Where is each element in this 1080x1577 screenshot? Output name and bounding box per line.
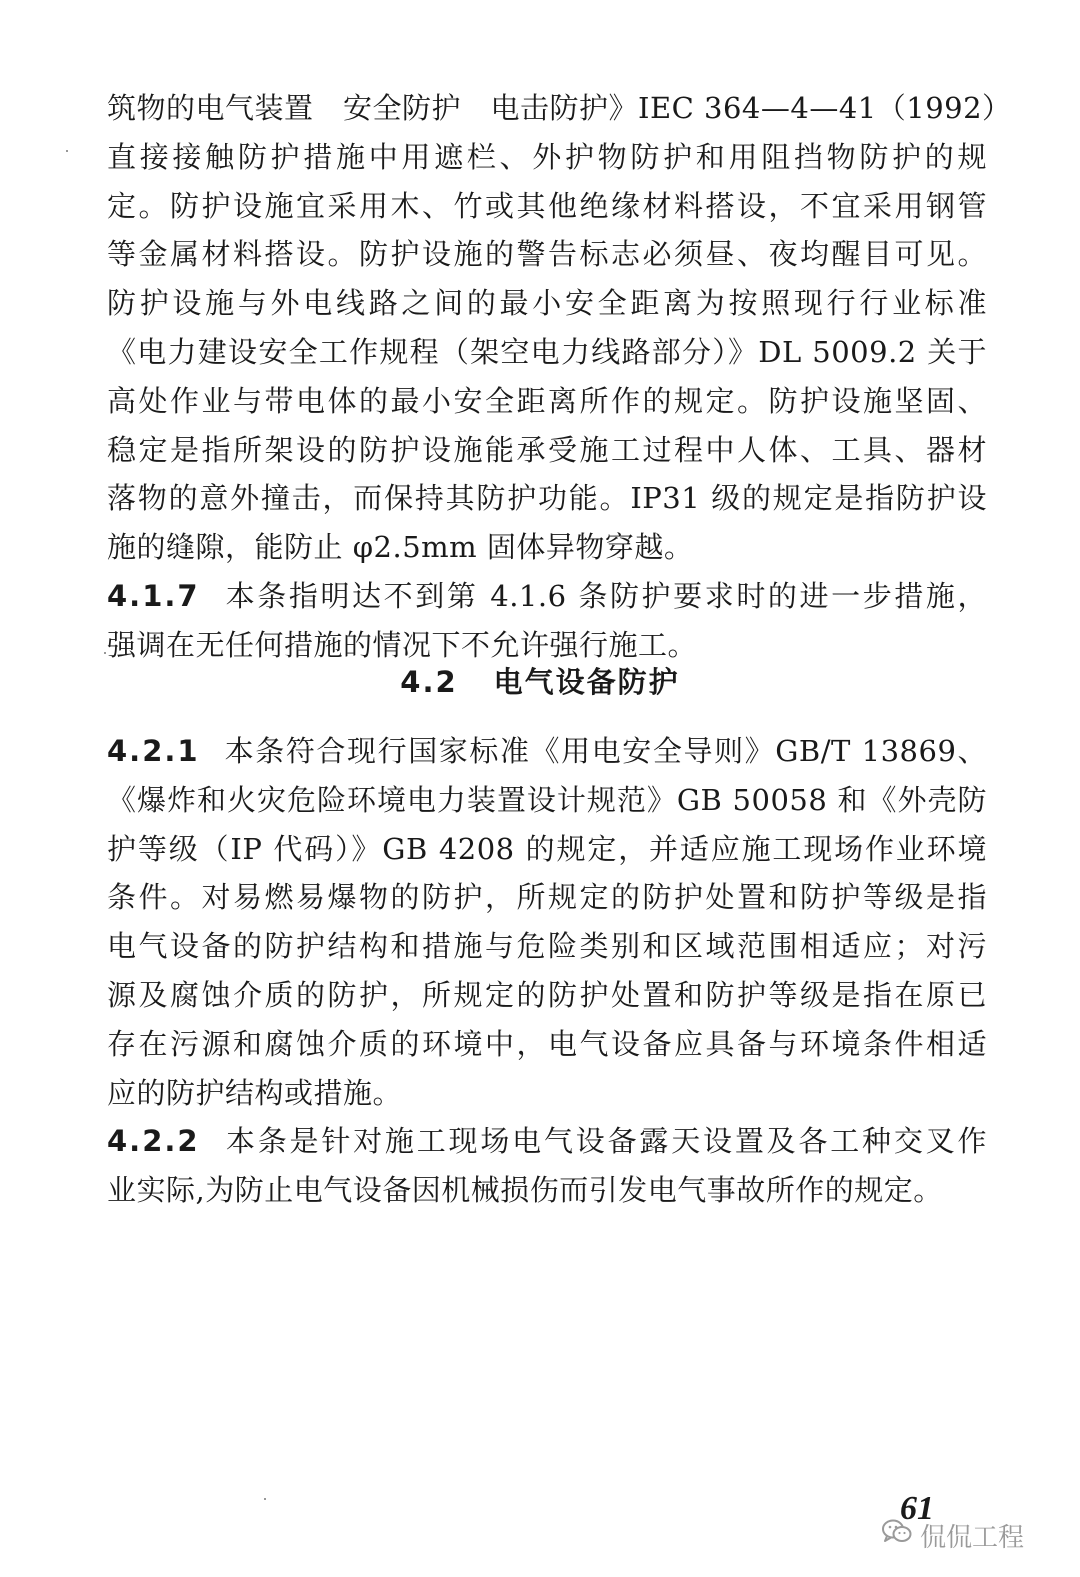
text-line: 施的缝隙，能防止 φ2.5mm 固体异物穿越。 (107, 530, 694, 565)
clause-4-2-block (107, 727, 987, 1215)
text-line: 《电力建设安全工作规程（架空电力线路部分）》DL 5009.2 关于 (107, 334, 987, 369)
section-heading (0, 660, 1080, 701)
clause-4-2-1-line (107, 727, 987, 776)
text-line: 电气设备的防护结构和措施与危险类别和区域范围相适应；对污 (107, 929, 987, 964)
text-line: 稳定是指所架设的防护设施能承受施工过程中人体、工具、器材 (107, 432, 987, 467)
text-line: 防护设施与外电线路之间的最小安全距离为按照现行行业标准 (107, 286, 987, 321)
text-line: 筑物的电气装置 安全防护 电击防护》IEC 364—4—41（1992） (107, 91, 1012, 125)
clause-4-1-7-line (107, 572, 987, 621)
watermark-text: 侃侃工程 (920, 1523, 1025, 1553)
text-line: 强调在无任何措施的情况下不允许强行施工。 (107, 627, 698, 662)
watermark (882, 1517, 1024, 1554)
text-line: 高处作业与带电体的最小安全距离所作的规定。防护设施坚固、 (107, 383, 987, 418)
clause-number: 4.2.2 (107, 1124, 200, 1159)
text-line: 存在污源和腐蚀介质的环境中，电气设备应具备与环境条件相适 (107, 1026, 987, 1061)
text-line: 等金属材料搭设。防护设施的警告标志必须昼、夜均醒目可见。 (107, 237, 987, 272)
scan-speck (264, 1498, 266, 1500)
wechat-icon (882, 1519, 912, 1552)
text-line: 条件。对易燃易爆物的防护，所规定的防护处置和防护等级是指 (107, 880, 987, 915)
section-title: 电气设备防护 (493, 665, 680, 699)
clause-number: 4.1.7 (107, 578, 200, 613)
continuation-paragraph (107, 84, 1012, 670)
clause-4-2-2-line (107, 1117, 987, 1166)
clause-text: 本条指明达不到第 4.1.6 条防护要求时的进一步措施， (223, 578, 987, 613)
clause-text: 本条符合现行国家标准《用电安全导则》GB/T 13869、 (223, 734, 987, 768)
clause-number: 4.2.1 (107, 734, 200, 768)
text-line: 落物的意外撞击，而保持其防护功能。IP31 级的规定是指防护设 (107, 481, 987, 516)
text-line: 护等级（IP 代码）》GB 4208 的规定，并适应施工现场作业环境 (107, 831, 987, 866)
text-line: 定。防护设施宜采用木、竹或其他绝缘材料搭设，不宜采用钢管 (107, 188, 987, 223)
clause-text: 本条是针对施工现场电气设备露天设置及各工种交叉作 (223, 1124, 987, 1159)
text-line: 源及腐蚀介质的防护，所规定的防护处置和防护等级是指在原已 (107, 977, 987, 1012)
text-line: 业实际,为防止电气设备因机械损伤而引发电气事故所作的规定。 (107, 1173, 943, 1208)
section-number: 4.2 (400, 665, 458, 699)
page-number: 61 (900, 1490, 934, 1527)
scan-speck (104, 652, 106, 654)
text-line: 应的防护结构或措施。 (107, 1075, 403, 1110)
text-line: 直接接触防护措施中用遮栏、外护物防护和用阻挡物防护的规 (107, 139, 987, 174)
text-line: 《爆炸和火灾危险环境电力装置设计规范》GB 50058 和《外壳防 (107, 782, 987, 817)
scan-speck (66, 150, 68, 152)
